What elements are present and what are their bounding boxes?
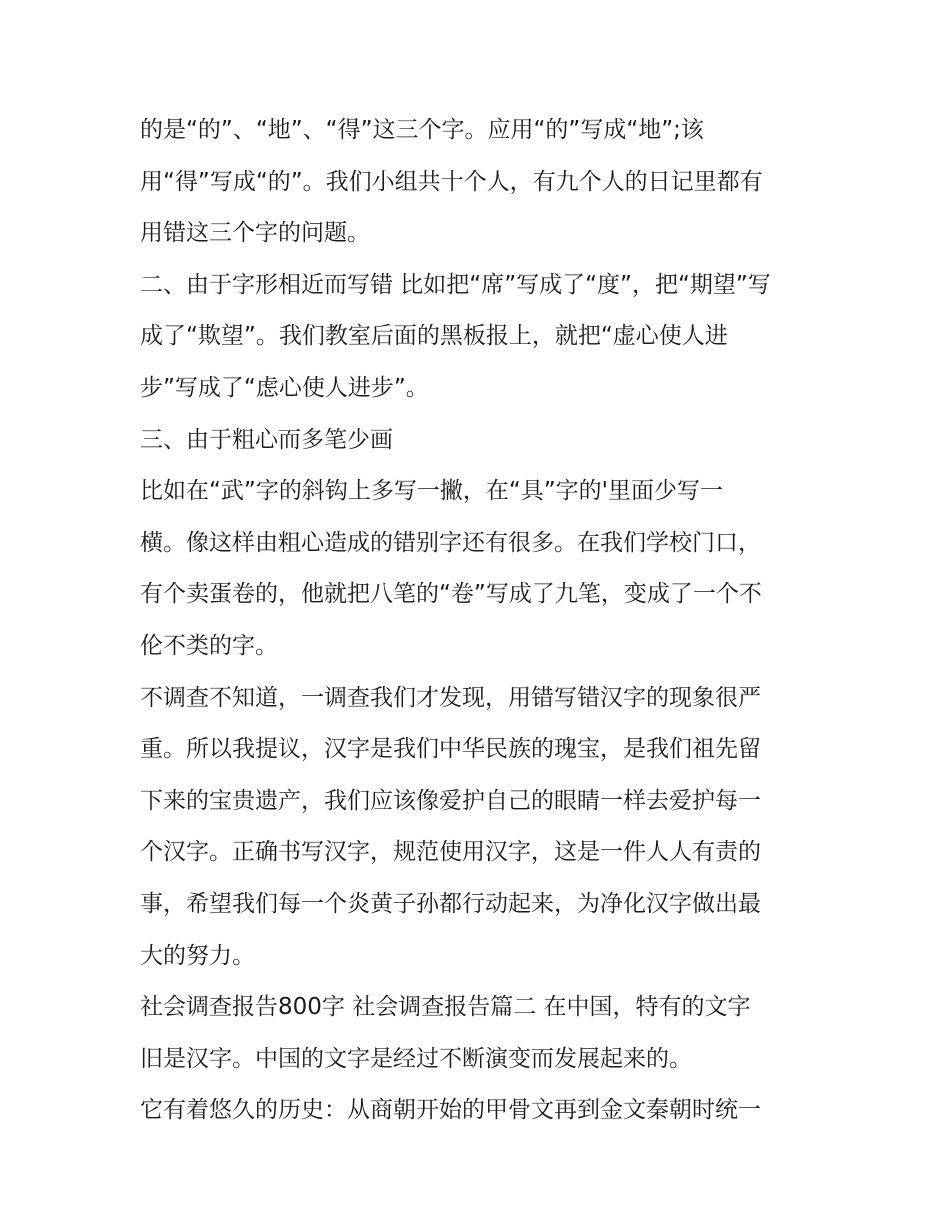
text-line-15: 个汉字。正确书写汉字，规范使用汉字，这是一件人人有责的 <box>140 839 761 866</box>
text-line-7: 三、由于粗心而多笔少画 <box>140 426 393 453</box>
text-line-9: 横。像这样由粗心造成的错别字还有很多。在我们学校门口， <box>140 529 761 556</box>
text-line-3: 用错这三个字的问题。 <box>140 220 370 247</box>
text-line-6: 步”写成了“虑心使人进步”。 <box>140 374 429 401</box>
text-line-5: 成了“欺望”。我们教室后面的黑板报上，就把“虚心使人进 <box>140 323 728 350</box>
text-line-19: 旧是汉字。中国的文字是经过不断演变而发展起来的。 <box>140 1045 692 1072</box>
text-line-13: 重。所以我提议，汉字是我们中华民族的瑰宝，是我们祖先留 <box>140 736 761 763</box>
text-line-4: 二、由于字形相近而写错 比如把“席”写成了“度”，把“期望”写 <box>140 271 771 298</box>
text-line-1: 的是“的”、“地”、“得”这三个字。应用“的”写成“地”;该 <box>140 117 704 143</box>
text-line-18: 社会调查报告800字 社会调查报告篇二 在中国，特有的文字 <box>140 994 751 1021</box>
text-line-20: 它有着悠久的历史：从商朝开始的甲骨文再到金文秦朝时统一 <box>140 1097 761 1124</box>
text-line-17: 大的努力。 <box>140 942 255 969</box>
text-line-8: 比如在“武”字的斜钩上多写一撇，在“具”字的'里面少写一 <box>140 478 723 505</box>
text-line-16: 事，希望我们每一个炎黄子孙都行动起来，为净化汉字做出最 <box>140 890 761 917</box>
text-line-10: 有个卖蛋卷的，他就把八笔的“卷”写成了九笔，变成了一个不 <box>140 581 762 608</box>
body-text <box>140 105 820 1137</box>
text-line-12: 不调查不知道，一调查我们才发现，用错写错汉字的现象很严 <box>140 684 761 711</box>
text-line-14: 下来的宝贵遗产，我们应该像爱护自己的眼睛一样去爱护每一 <box>140 787 761 814</box>
text-line-11: 伦不类的字。 <box>140 632 278 659</box>
text-line-2: 用“得”写成“的”。我们小组共十个人，有九个人的日记里都有 <box>140 168 763 195</box>
